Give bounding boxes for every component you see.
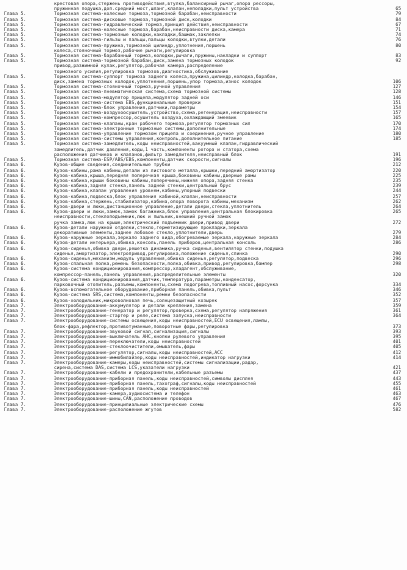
chapter-label: Глава 5.	[4, 142, 27, 148]
chapter-label: Глава 6.	[4, 277, 27, 283]
entry-description: Кузов-наружные зеркала,зеркало заднего вида,обогреваемые зеркала,наружные зеркала	[54, 236, 279, 242]
entry-description: Кузов-спальная полка,ремень безопасности,полка,обивка,привод,регулировка,бампер	[54, 262, 273, 268]
chapter-label: Глава 6.	[4, 288, 27, 294]
entry-description: Тормозная система-тормозные колодки,накладки,башмак,заклепки	[54, 33, 220, 39]
entry-description: Электрооборудование-регулятор,сигналы,коды неисправностей,ACC	[54, 350, 223, 356]
chapter-label: Глава 5.	[4, 33, 27, 39]
page-number: 461	[392, 387, 401, 393]
chapter-label: Глава 6.	[4, 178, 27, 184]
entry-description: Тормозная система-системы управления,контроль,дополнительное питание	[54, 137, 243, 143]
chapter-label: Глава 7.	[4, 397, 27, 403]
chapter-label: Глава 6.	[4, 225, 27, 231]
page-number: 244	[392, 189, 401, 195]
entry-description: Тормозная система-барабанный тормоз,колодки,рычаги,пружины,накладки и суппорт	[54, 54, 267, 60]
entry-description: Кузов-вспомогательное оборудование,приборная панель,обивка,пульт	[54, 288, 232, 294]
entry-description: Кузов-детали наружной отделки,стекло,герметизирующие прокладки,зеркала	[54, 225, 248, 231]
page-number: 334	[392, 282, 401, 288]
page-number: 405	[392, 345, 401, 351]
entry-description: Электрооборудование-генератор и регулятор,проверка,схема,регулятор напряжения	[54, 308, 267, 314]
chapter-label: Глава 7.	[4, 376, 27, 382]
entry-description: Тормозная система-колесные тормоза,барабан,неисправности диска,камера	[54, 28, 245, 34]
entry-description: Тормозная система-пневматическая система,схема тормозной системы	[54, 90, 232, 96]
chapter-label: Глава 5.	[4, 43, 27, 49]
chapter-label: Глава 6.	[4, 163, 27, 169]
entry-description: ручка замка,люк на крыше,электрический подъемник двери,привод двери	[54, 220, 240, 226]
chapter-label: Глава 6.	[4, 298, 27, 304]
entry-description: Тормозная система-тормозной барабан,диск,замена тормозных колодок	[54, 59, 234, 65]
entry-description: Кузов-кабина,подвеска,блок управления кабиной,клапан,неисправности	[54, 194, 237, 200]
chapter-label: Глава 6.	[4, 189, 27, 195]
chapter-label: Глава 7.	[4, 340, 27, 346]
entry-description: Кузов-двери и люки,замок,замок багажника,блок управления,центральная блокировка	[54, 210, 273, 216]
page-number: 165	[392, 116, 401, 122]
page-number: 364	[392, 314, 401, 320]
chapter-label: Глава 7.	[4, 387, 27, 393]
chapter-label: Глава 6.	[4, 173, 27, 179]
entry-description: Тормозная система-гильзы и пальцы,пальцы колодки,втулки,детали	[54, 38, 226, 44]
chapter-label: Глава 5.	[4, 59, 27, 65]
page-number: 180	[392, 132, 401, 138]
entry-description: Электрооборудование-приборная панель,коды неисправностей,символы дисплея	[54, 376, 254, 382]
entry-description: Тормозная система-суппорт тормоза заднего колеса,пружина,цилиндр,колодка,барабан,	[54, 74, 279, 80]
entry-description: Тормозная система-ESP/ABS/EBS,компоненты,датчик скорости,сигналы	[54, 158, 232, 164]
page-number: 235	[392, 178, 401, 184]
page-number: 106	[392, 80, 401, 86]
page-number: 582	[392, 407, 401, 413]
chapter-label: Глава 7.	[4, 314, 27, 320]
chapter-label: Глава 6.	[4, 262, 27, 268]
chapter-label: Глава 6.	[4, 246, 27, 252]
page-number: 264	[392, 204, 401, 210]
chapter-label: Глава 7.	[4, 350, 27, 356]
entry-description: Кузов-кабина,клапан управления уровнем,кабины,упорный подвески	[54, 189, 226, 195]
page-number: 443	[392, 376, 401, 382]
chapter-label: Глава 7.	[4, 402, 27, 408]
page-number: 146	[392, 95, 401, 101]
entry-description: крестовая опора,стержень противодействия,втулка,балансирный рычаг,опора рессоры, пружинная подушка,доп.средний мост,шланг,клапан,неполадки,пульт устройства	[54, 2, 276, 13]
chapter-label: Глава 7.	[4, 308, 27, 314]
chapter-label: Глава 6.	[4, 241, 27, 247]
entry-description: Электрооборудование-приборная панель,коды неисправностей	[54, 387, 209, 393]
chapter-label: Глава 6.	[4, 168, 27, 174]
entry-description: Тормозная система-блок управления,датчики,параметры	[54, 106, 196, 112]
chapter-label: Глава 6.	[4, 210, 27, 216]
page-number: 401	[392, 340, 401, 346]
page-number: 414	[392, 355, 401, 361]
chapter-label: Глава 5.	[4, 85, 27, 91]
chapter-label: Глава 6.	[4, 199, 27, 205]
entry-description: Электрооборудование-переключатели,коды неисправностей	[54, 340, 201, 346]
chapter-label: Глава 7.	[4, 392, 27, 398]
entry-description: Кузов-система кондиционирования,датчик,температура,параметры,конденсатор,	[54, 277, 256, 283]
entry-description: замедлитель,датчик давления,коды,1 часть,компоненты ротора и статора,схема	[54, 147, 259, 153]
page-number: 185	[392, 137, 401, 143]
entry-description: Электрооборудование-иммобилайзер,коды неисправностей,индикатор нагрузки	[54, 355, 251, 361]
page-number: 373	[392, 324, 401, 330]
chapter-label: Глава 5.	[4, 106, 27, 112]
chapter-label: Глава 7.	[4, 329, 27, 335]
page-number: 265	[392, 210, 401, 216]
entry-description: Кузов-детали интерьера,обивка,консоль,панель приборов,центральная консоль	[54, 241, 256, 247]
entry-description: неисправности,стеклоподъемник,люк и пыльник,внешний ручной замок	[54, 215, 232, 221]
page-number: 71	[395, 28, 401, 34]
chapter-label: Глава 5.	[4, 38, 27, 44]
entry-description: тормозного усилия,регулировка тормозов,диагностика,обслуживание	[54, 69, 229, 75]
page-number: 476	[392, 402, 401, 408]
entry-description: Тормозная система-воздухоосушитель,устройство,схема,регенерация,неисправности	[54, 111, 267, 117]
page-number: 286	[392, 241, 401, 247]
page-number: 154	[392, 106, 401, 112]
chapter-label: Глава 6.	[4, 204, 27, 210]
page-number: 272	[392, 220, 401, 226]
chapter-label: Глава 5.	[4, 54, 27, 60]
chapter-label: Глава 5.	[4, 121, 27, 127]
chapter-label: Глава 7.	[4, 303, 27, 309]
chapter-label: Глава 5.	[4, 28, 27, 34]
entry-description: привод,разжимной кулак,регулятор,рабочая камера,распределение	[54, 64, 223, 70]
page-number: 76	[395, 38, 401, 44]
page-number: 359	[392, 303, 401, 309]
entry-description: Кузов-кабина,крыша,передняя поперечная крыша,боковины кабины,дверные рамы	[54, 173, 256, 179]
chapter-label: Глава 5.	[4, 126, 27, 132]
chapter-label: Глава 6.	[4, 236, 27, 242]
entry-description: Электрооборудование-шины,CAN,расположение проводов	[54, 397, 193, 403]
entry-description: компрессор-панель,панель управления,распределительные элементы	[54, 272, 226, 278]
chapter-label: Глава 5.	[4, 100, 27, 106]
chapter-label: Глава 7.	[4, 381, 27, 387]
chapter-label: Глава 6.	[4, 293, 27, 299]
entry-description: Тормозная система-колесные тормоза,тормозной барабан,неисправности	[54, 12, 237, 18]
page-number: 262	[392, 199, 401, 205]
page-number: 83	[395, 54, 401, 60]
entry-description: Кузов-кабина,стержень,стабилизатор,кабина,опора поворота кабины,механизм	[54, 199, 254, 205]
chapter-label: Глава 5.	[4, 116, 27, 122]
entry-description: Кузов-сиденья,обивка двери,решетка динамика,ручка сиденья,вентилятор стенки,подушка	[54, 246, 284, 252]
entry-description: декоративные элементы,заднее лобовое стекло,уплотнители,дверь	[54, 230, 223, 236]
toc-entry	[4, 408, 401, 413]
page-number: 67	[395, 22, 401, 28]
chapter-label: Глава 6.	[4, 184, 27, 190]
page-number: 290	[392, 251, 401, 257]
chapter-label: Глава 7.	[4, 319, 27, 325]
page-number: 92	[395, 59, 401, 65]
chapter-label: Глава 5.	[4, 111, 27, 117]
page-number: 284	[392, 236, 401, 242]
page-number: 191	[392, 152, 401, 158]
entry-description: Электрооборудование-приборная панель,тахограф,сигналы,коды неисправностей	[54, 381, 256, 387]
page-number: 170	[392, 121, 401, 127]
entry-description: Тормозная система-клапаны,кран рабочего тормоза,регулятор тормозных сил	[54, 121, 251, 127]
chapter-label: Глава 5.	[4, 137, 27, 143]
entry-description: расположения датчиков и клапанов,фильтр замедлителя,неисправный блок	[54, 152, 243, 158]
entry-description: Электрооборудование-стартер и реле,система запуска,неисправности	[54, 314, 232, 320]
entry-description: Тормозная система-гидравлический тормоз,принцип действия,неисправности	[54, 22, 248, 28]
entry-description: Тормозная система-замедлитель,коды неисправностей,вакуумный клапан,гидравлический	[54, 142, 279, 148]
entry-description: Электрооборудование-расположение жгутов	[54, 407, 162, 413]
page-number: 320	[392, 272, 401, 278]
entry-description: Кузов-сиденья,механизм,модуль управления,обивка сиденья,регулятор,подвеска	[54, 256, 259, 262]
page-number: 79	[395, 12, 401, 18]
entry-description: Электрооборудование-камеры,коды неисправностей,системы сигнализации,радар,	[54, 361, 259, 367]
page-number: 298	[392, 262, 401, 268]
entry-description: блок-фара,рефлектор,противотуманные,поворотные фары,регулировка	[54, 324, 229, 330]
entry-description: Тормозная система-управление тормозом прицепа и соединения,ручное управление	[54, 132, 265, 138]
chapter-label: Глава 7.	[4, 361, 27, 367]
page-number: 412	[392, 350, 401, 356]
page-number: 174	[392, 126, 401, 132]
page-number: 279	[392, 230, 401, 236]
entry-description: Электрооборудование-аккумулятор и детали крепления,замена	[54, 303, 212, 309]
entry-description: Электрооборудование-кабели и предохранители,кабельные разъемы	[54, 371, 223, 377]
chapter-label: Глава 7.	[4, 371, 27, 377]
page-number: 220	[392, 168, 401, 174]
chapter-label: Глава 5.	[4, 12, 27, 18]
entry-description: Кузов-кабина,задняя стенка,панель задней стенки,центральный брус	[54, 184, 232, 190]
page-number: 357	[392, 298, 401, 304]
page-number: 463	[392, 392, 401, 398]
page-number: 151	[392, 100, 401, 106]
entry-description: Кузов-кабина,крыши боковины кабины,поперечины,нижняя опора,задняя стенка	[54, 178, 254, 184]
chapter-label: Глава 7.	[4, 335, 27, 340]
page-number: 65	[395, 7, 401, 13]
entry-description: Электрооборудование-стеклоочистители,омыватель,фары	[54, 345, 196, 351]
chapter-label: Глава 5.	[4, 132, 27, 138]
chapter-label: Глава 5.	[4, 17, 27, 23]
entry-description: сирена,система DAS,система LCS,указатели нагрузки	[54, 366, 190, 372]
page-number: 455	[392, 381, 401, 387]
page-number: 393	[392, 329, 401, 335]
page-number: 361	[392, 308, 401, 314]
page-number: 84	[395, 17, 401, 23]
entry-description: парковочный отопитель,разъемы,компоненты,схема подогрева,топливный насос,форсунка	[54, 282, 279, 288]
entry-description: Тормозная система-стояночный тормоз,ручной управления	[54, 85, 201, 91]
entry-description: Электрооборудование-звуковой сигнал,сигнализация,сигналы	[54, 329, 209, 335]
entry-description: диск,замена тормозных колодок,уплотнения,поршень,упор тормоза,износ колодок	[54, 80, 262, 86]
chapter-label: Глава 6.	[4, 256, 27, 262]
page-number: 239	[392, 184, 401, 190]
entry-description: Кузов-система кондиционирования,компрессор,хладагент,обслуживание,	[54, 267, 237, 273]
page-number: 196	[392, 158, 401, 164]
page-number: 437	[392, 371, 401, 377]
entry-description: Кузов-холодильник,микроволновая печь,солнцезащитный козырек	[54, 298, 218, 304]
chapter-label: Глава 5.	[4, 95, 27, 101]
page-number: 225	[392, 173, 401, 179]
entry-description: Тормозная система-компрессор,осушитель воздуха,охлаждающий змеевик	[54, 116, 237, 122]
page-number: 421	[392, 366, 401, 372]
entry-description: Электрооборудование-выключатель AHC,кнопки рулевого управления	[54, 335, 226, 340]
chapter-label: Глава 7.	[4, 407, 27, 413]
entry-description: Тормозная система-модулятор прицепа,модулятор задней оси	[54, 95, 209, 101]
chapter-label: Глава 5.	[4, 22, 27, 28]
toc-entry	[4, 2, 401, 12]
entry-description: сиденья,амортизатор,электропривод,регулировка,положение сиденья,спинка	[54, 251, 248, 257]
entry-description: колеса,стояночный тормоз,рабочие рычаги,регулировка	[54, 48, 196, 54]
entry-description: Кузов-кабины,рама кабины,детали из листового металла,крышки,передний амортизатор	[54, 168, 276, 174]
page-number: 395	[392, 335, 401, 340]
page-number: 127	[392, 85, 401, 91]
entry-description: Электрооборудование-принципиальные электрические схемы	[54, 402, 204, 408]
chapter-label: Глава 5.	[4, 74, 27, 80]
page-number: 296	[392, 256, 401, 262]
toc-list	[4, 2, 401, 413]
entry-description: Кузов-общие сведения,соединительные трубки	[54, 163, 171, 169]
entry-description: Тормозная система-пружина,тормозной цилиндр,уплотнения,поршень	[54, 43, 226, 49]
page-number: 346	[392, 288, 401, 294]
page-number: 80	[395, 43, 401, 49]
entry-description: Электрооборудование-камера,аудиосистема и телефон	[54, 392, 190, 398]
chapter-label: Глава 7.	[4, 355, 27, 361]
chapter-label: Глава 5.	[4, 158, 27, 164]
page-number: 74	[395, 33, 401, 39]
page-number: 467	[392, 397, 401, 403]
page-number: 352	[392, 293, 401, 299]
chapter-label: Глава 7.	[4, 345, 27, 351]
page-number: 128	[392, 90, 401, 96]
chapter-label: Глава 6.	[4, 267, 27, 273]
entry-description: Тормозная система-система EBS,функциональные проверки	[54, 100, 201, 106]
entry-description: Кузов-система SRS,система,компоненты,ремни безопасности	[54, 293, 207, 299]
chapter-label: Глава 6.	[4, 194, 27, 200]
page-number: 157	[392, 111, 401, 117]
entry-description: Тормозная система-дисковые тормоза,тормозной диск,колодки	[54, 17, 212, 23]
entry-description: Тормозная система-электронные тормозные системы,дополнительные	[54, 126, 226, 132]
page-number: 257	[392, 194, 401, 200]
page-number: 212	[392, 163, 401, 169]
entry-description: Электрооборудование-системы освещения,коды неисправностей,ECU освещения,лампы,	[54, 319, 270, 325]
entry-description: Кузов-двери и люки,дистанционное управление,детали двери,стекла,уплотнитель	[54, 204, 262, 210]
chapter-label: Глава 5.	[4, 90, 27, 96]
